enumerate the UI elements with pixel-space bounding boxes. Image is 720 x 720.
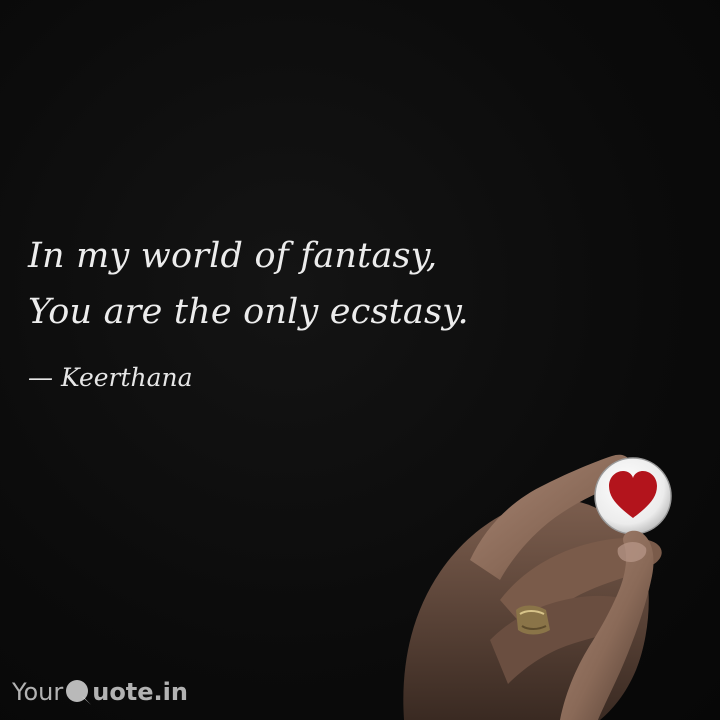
quote-author: — Keerthana (28, 363, 193, 392)
yourquote-watermark (12, 672, 188, 712)
ring-icon (516, 606, 550, 635)
watermark-suffix: uote.in (92, 678, 188, 706)
quote-line-1: In my world of fantasy, (28, 236, 438, 276)
heart-badge (595, 458, 671, 534)
quote-line-2: You are the only ecstasy. (28, 292, 469, 332)
quote-bubble-icon (65, 679, 91, 705)
watermark-prefix: Your (12, 678, 64, 706)
